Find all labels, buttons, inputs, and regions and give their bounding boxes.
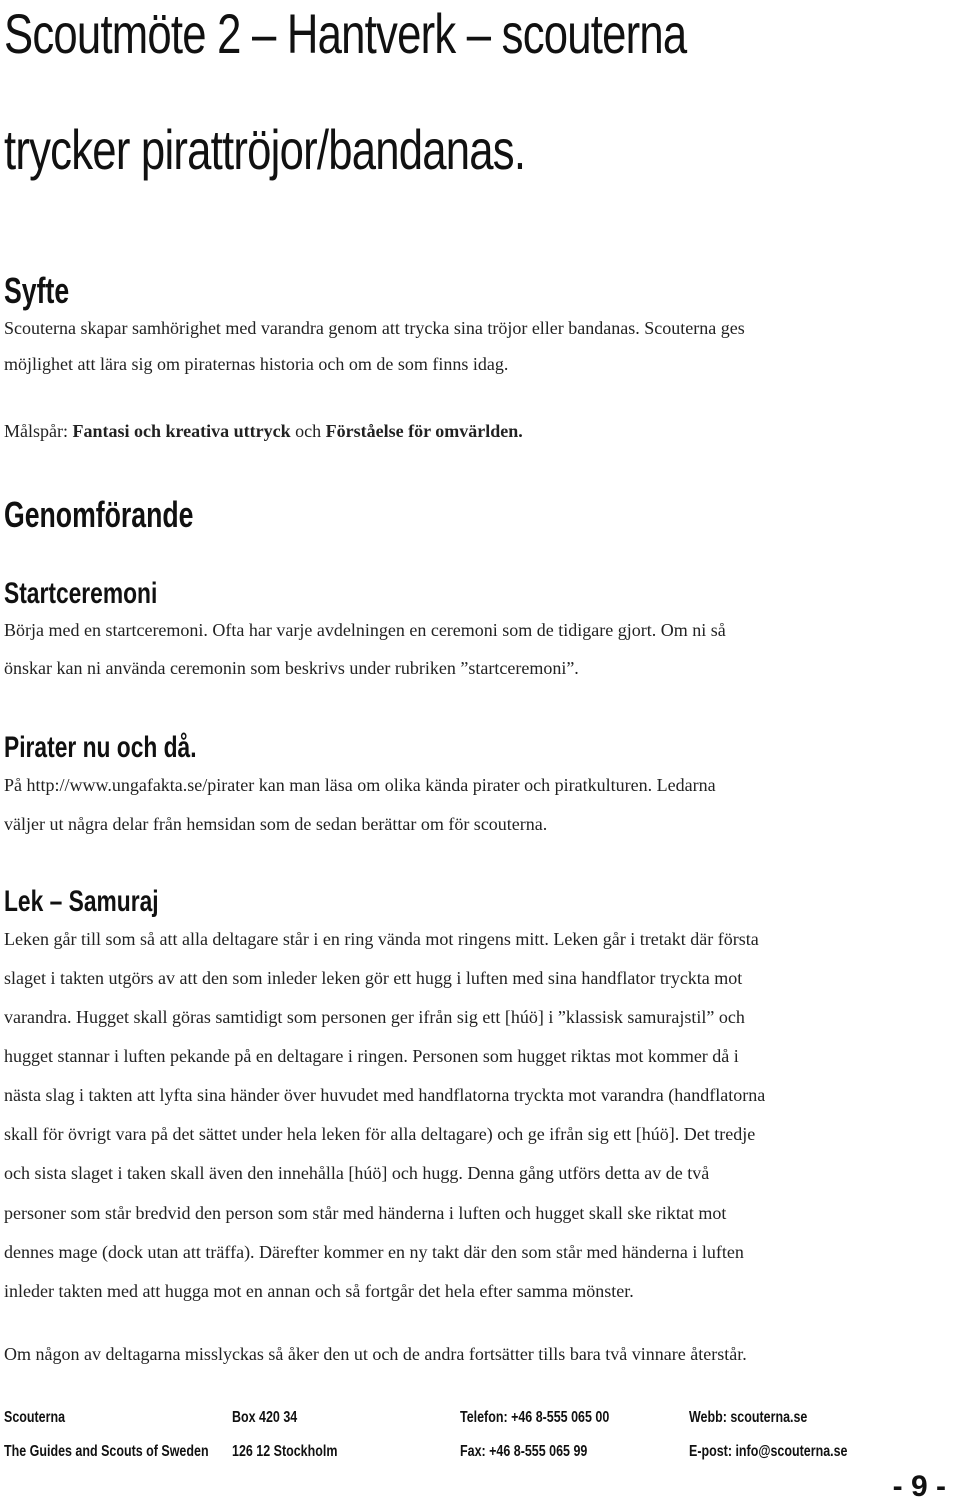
- syfte-line-1: Scouterna skapar samhörighet med varandra genom att trycka sina tröjor eller bandanas. Scouterna ges: [4, 318, 745, 338]
- footer-fax: Fax: +46 8-555 065 99: [460, 1443, 588, 1460]
- heading-syfte: Syfte: [4, 270, 70, 311]
- footer-web: Webb: scouterna.se: [689, 1409, 808, 1426]
- pirater-line-2: väljer ut några delar från hemsidan som de sedan berättar om för scouterna.: [4, 814, 548, 834]
- lek-line-9: dennes mage (dock utan att träffa). Därefter kommer en ny takt där den som står med händerna i luften: [4, 1242, 744, 1262]
- heading-genomforande: Genomförande: [4, 494, 194, 535]
- lek-line-6: skall för övrigt vara på det sättet under hela leken för alla deltagare) och ge ifrån sig ett [húö]. Det tredje: [4, 1124, 756, 1144]
- footer-address-city: 126 12 Stockholm: [232, 1443, 338, 1460]
- footer-phone: Telefon: +46 8-555 065 00: [460, 1409, 610, 1426]
- footer-address-box: Box 420 34: [232, 1409, 298, 1426]
- pirater-line-1: På http://www.ungafakta.se/pirater kan man läsa om olika kända pirater och piratkulturen. Ledarna: [4, 775, 716, 795]
- malspar-line: [4, 421, 523, 441]
- document-title-line-2: trycker pirattröjor/bandanas.: [4, 118, 526, 181]
- lek-line-7: och sista slaget i taken skall även den innehålla [húö] och hugg. Denna gång utförs detta av de två: [4, 1163, 710, 1183]
- document-title-line-1: Scoutmöte 2 – Hantverk – scouterna: [4, 2, 687, 65]
- heading-lek-samuraj: Lek – Samuraj: [4, 885, 159, 918]
- malspar-conjunction: och: [295, 421, 322, 441]
- lek-line-5: nästa slag i takten att lyfta sina händer över huvudet med handflatorna tryckta mot varandra (handflatorna: [4, 1085, 766, 1105]
- lek-line-3: varandra. Hugget skall göras samtidigt som personen ger ifrån sig ett [húö] i ”klassisk samurajstil” och: [4, 1007, 745, 1027]
- footer-org-english: The Guides and Scouts of Sweden: [4, 1443, 209, 1460]
- lek-last-line: Om någon av deltagarna misslyckas så åker den ut och de andra fortsätter tills bara två vinnare återstår.: [4, 1344, 747, 1364]
- lek-line-2: slaget i takten utgörs av att den som inleder leken gör ett hugg i luften med sina handflator tryckta mot: [4, 968, 743, 988]
- lek-line-8: personer som står bredvid den person som står med händerna i luften och hugget skall ske riktat mot: [4, 1203, 727, 1223]
- startceremoni-line-2: önskar kan ni använda ceremonin som beskrivs under rubriken ”startceremoni”.: [4, 658, 579, 678]
- malspar-goal-2: Förståelse för omvärlden.: [325, 421, 523, 441]
- lek-line-10: inleder takten med att hugga mot en annan och så fortgår det hela efter samma mönster.: [4, 1281, 634, 1301]
- startceremoni-line-1: Börja med en startceremoni. Ofta har varje avdelningen en ceremoni som de tidigare gjort. Om ni så: [4, 620, 726, 640]
- syfte-line-2: möjlighet att lära sig om piraternas historia och om de som finns idag.: [4, 354, 509, 374]
- page-number: - 9 -: [892, 1470, 946, 1503]
- malspar-label: Målspår:: [4, 421, 68, 441]
- footer-email: E-post: info@scouterna.se: [689, 1443, 848, 1460]
- lek-line-4: hugget stannar i luften pekande på en deltagare i ringen. Personen som hugget riktas mot kommer då i: [4, 1046, 739, 1066]
- malspar-goal-1: Fantasi och kreativa uttryck: [72, 421, 291, 441]
- footer-org: Scouterna: [4, 1409, 66, 1426]
- heading-pirater: Pirater nu och då.: [4, 731, 197, 764]
- heading-startceremoni: Startceremoni: [4, 577, 158, 610]
- lek-line-1: Leken går till som så att alla deltagare står i en ring vända mot ringens mitt. Leken går i tretakt där första: [4, 929, 759, 949]
